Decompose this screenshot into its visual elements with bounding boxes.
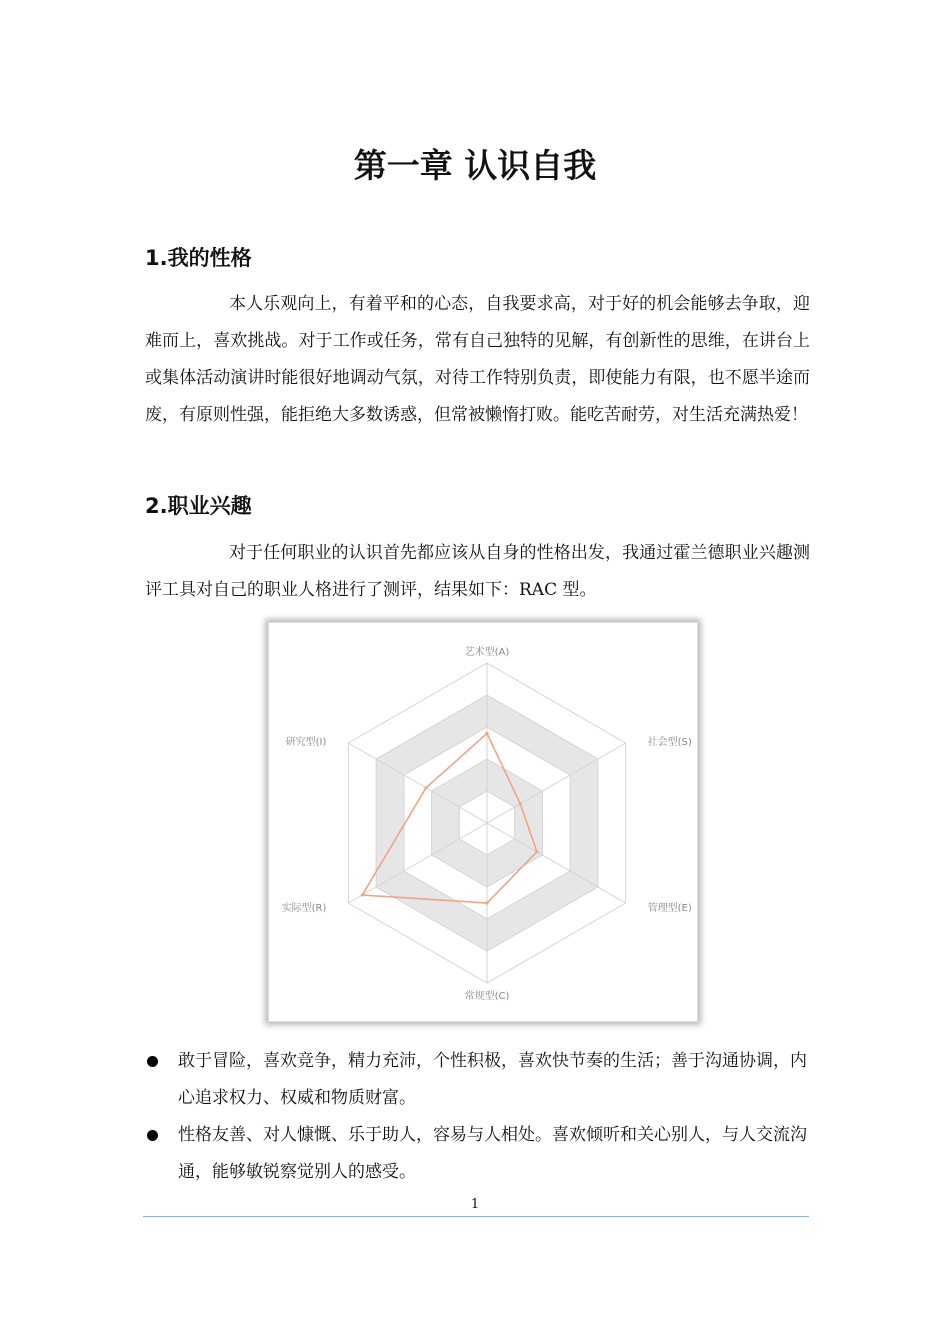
radar-point <box>424 786 427 789</box>
personality-paragraph: 本人乐观向上，有着平和的心态，自我要求高，对于好的机会能够去争取，迎难而上，喜欢挑战。对于工作或任务，常有自己独特的见解，有创新性的思维，在讲台上或集体活动演讲时能很好地调动气氛，对待工作特别负责，即使能力有限，也不愿半途而废，有原则性强，能拒绝大多数诱惑，但常被懒惰打败。能吃苦耐劳，对生活充满热爱！ <box>145 294 810 425</box>
bullet-text: 敢于冒险，喜欢竞争，精力充沛，个性积极，喜欢快节奏的生活；善于沟通协调，内心追求权力、权威和物质财富。 <box>178 1051 807 1108</box>
holland-radar-chart <box>268 622 698 1022</box>
section-heading-personality: 1.我的性格 <box>145 246 252 270</box>
page-number: 1 <box>470 1197 480 1212</box>
list-item <box>145 1117 810 1191</box>
footer-rule <box>143 1216 809 1217</box>
radar-point <box>519 802 522 805</box>
list-item <box>145 1043 810 1117</box>
radar-axis-label: 社会型(S) <box>647 737 692 748</box>
career-interest-paragraph: 对于任何职业的认识首先都应该从自身的性格出发，我通过霍兰德职业兴趣测评工具对自己的职业人格进行了测评，结果如下：RAC 型。 <box>145 543 810 600</box>
bullet-text: 性格友善、对人慷慨、乐于助人，容易与人相处。喜欢倾听和关心别人，与人交流沟通，能够敏锐察觉别人的感受。 <box>178 1125 807 1182</box>
radar-axis-label: 常规型(C) <box>464 991 510 1002</box>
bullet-dot-icon <box>147 1056 158 1067</box>
radar-axis-label: 实际型(R) <box>281 903 327 914</box>
radar-point <box>535 850 538 853</box>
trait-bullet-list <box>145 1043 810 1191</box>
radar-axis-label: 艺术型(A) <box>464 647 510 658</box>
radar-point <box>361 893 364 896</box>
radar-axis-label: 研究型(I) <box>285 737 327 748</box>
bullet-dot-icon <box>147 1130 158 1141</box>
radar-point <box>485 732 488 735</box>
page-title: 第一章 认识自我 <box>353 146 597 185</box>
section-heading-career-interest: 2.职业兴趣 <box>145 494 252 518</box>
radar-point <box>485 901 488 904</box>
radar-axis-label: 管理型(E) <box>647 903 692 914</box>
radar-chart-svg <box>269 623 697 1021</box>
